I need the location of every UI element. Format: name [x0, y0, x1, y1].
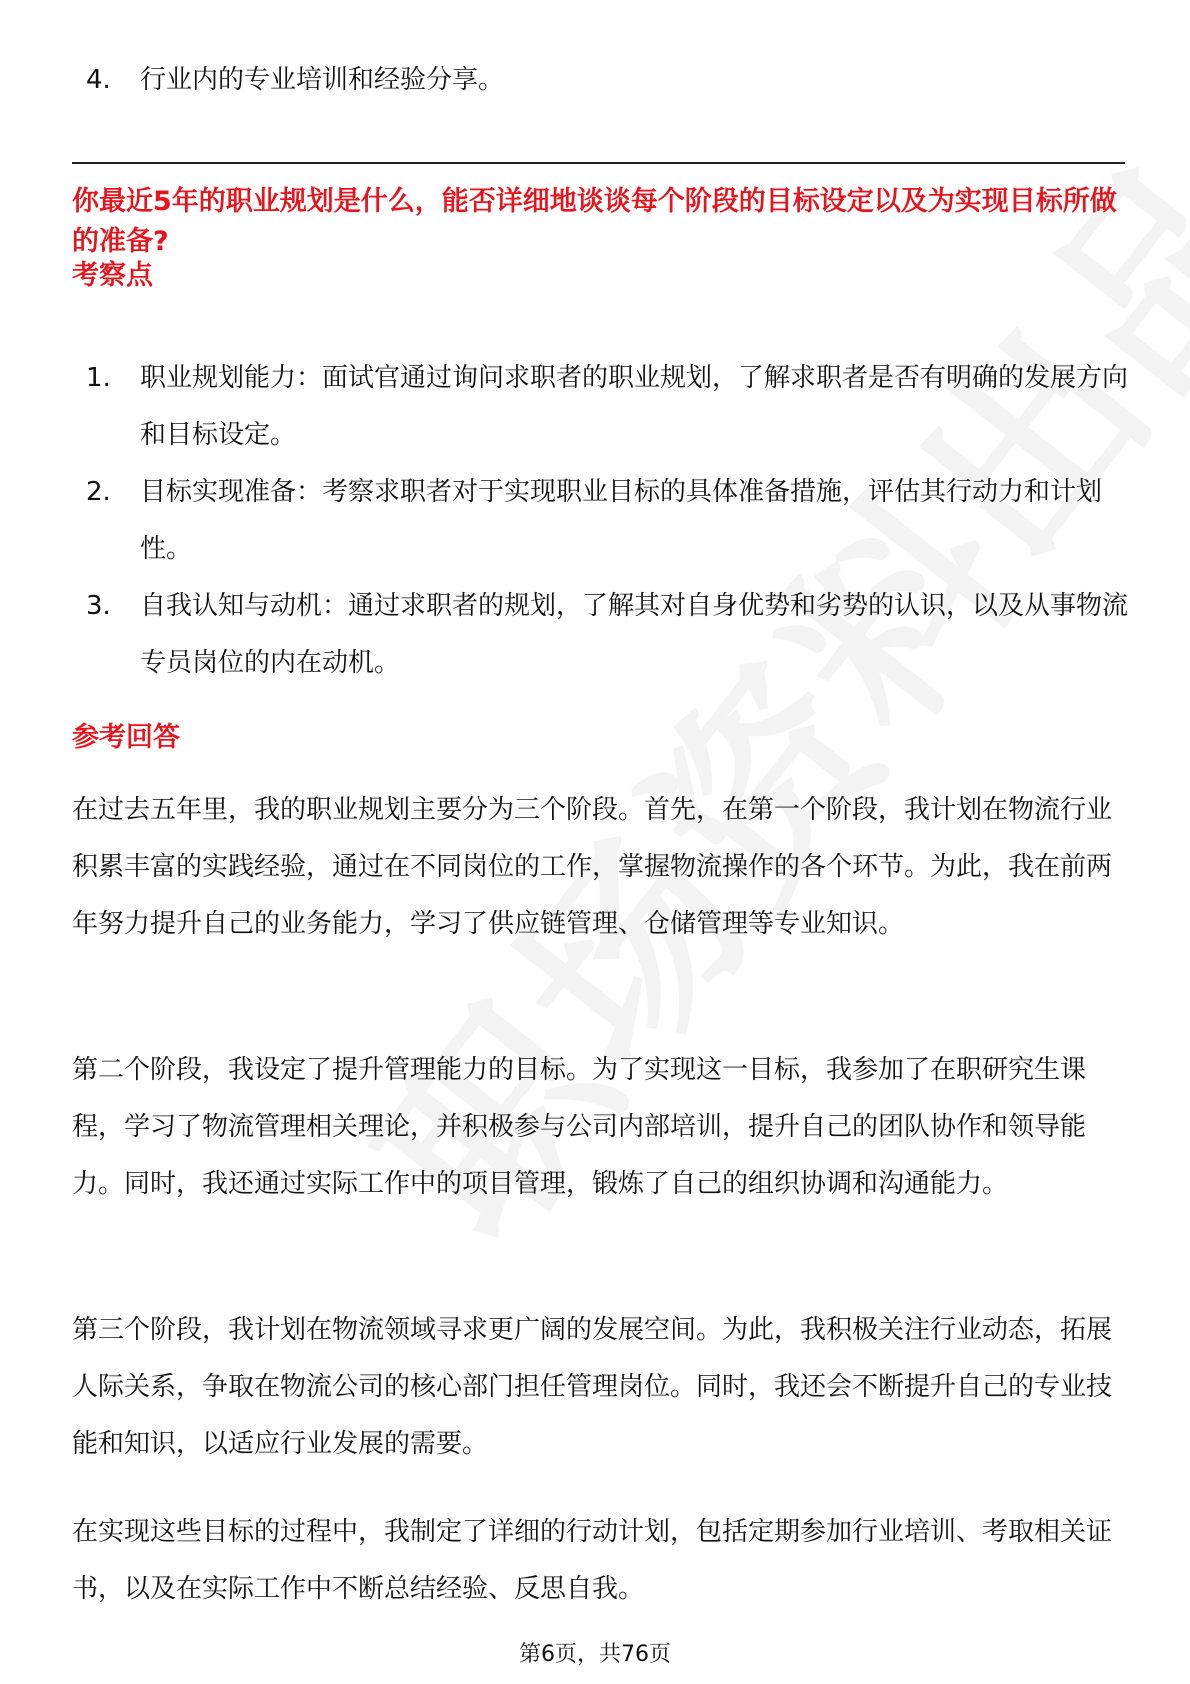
- list-number: 1.: [86, 363, 111, 393]
- list-text: 行业内的专业培训和经验分享。: [140, 65, 505, 95]
- list-item: [72, 464, 1132, 578]
- answer-paragraph: 在实现这些目标的过程中，我制定了详细的行动计划，包括定期参加行业培训、考取相关证书，以及在实际工作中不断总结经验、反思自我。: [72, 1517, 1113, 1604]
- answer-paragraph: 在过去五年里，我的职业规划主要分为三个阶段。首先，在第一个阶段，我计划在物流行业积累丰富的实践经验，通过在不同岗位的工作，掌握物流操作的各个环节。为此，我在前两年努力提升自己的业务能力，学习了供应链管理、仓储管理等专业知识。: [72, 795, 1113, 939]
- list-text: 自我认知与动机：通过求职者的规划，了解其对自身优势和劣势的认识，以及从事物流专员岗位的内在动机。: [140, 591, 1129, 678]
- list-text: 目标实现准备：考察求职者对于实现职业目标的具体准备措施，评估其行动力和计划性。: [140, 477, 1103, 564]
- list-item: [72, 350, 1132, 464]
- answer-paragraph: 第三个阶段，我计划在物流领域寻求更广阔的发展空间。为此，我积极关注行业动态，拓展人际关系，争取在物流公司的核心部门担任管理岗位。同时，我还会不断提升自己的专业技能和知识，以适应行业发展的需要。: [72, 1315, 1113, 1459]
- assessment-title: 考察点: [72, 260, 153, 291]
- question-heading: 你最近5年的职业规划是什么，能否详细地谈谈每个阶段的目标设定以及为实现目标所做的准备?: [72, 186, 1117, 257]
- answer-paragraph: 第二个阶段，我设定了提升管理能力的目标。为了实现这一目标，我参加了在职研究生课程，学习了物流管理相关理论，并积极参与公司内部培训，提升自己的团队协作和领导能力。同时，我还通过实际工作中的项目管理，锻炼了自己的组织协调和沟通能力。: [72, 1055, 1087, 1199]
- section-divider: [72, 162, 1125, 164]
- list-item: [72, 578, 1132, 692]
- list-number: 2.: [86, 477, 111, 507]
- list-text: 职业规划能力：面试官通过询问求职者的职业规划，了解求职者是否有明确的发展方向和目标设定。: [140, 363, 1129, 450]
- page-footer: 第6页，共76页: [519, 1642, 671, 1667]
- list-number: 4.: [86, 65, 111, 95]
- assessment-list: [72, 350, 1132, 692]
- list-number: 3.: [86, 591, 111, 621]
- previous-list-item: [72, 60, 504, 100]
- answer-title: 参考回答: [72, 722, 180, 753]
